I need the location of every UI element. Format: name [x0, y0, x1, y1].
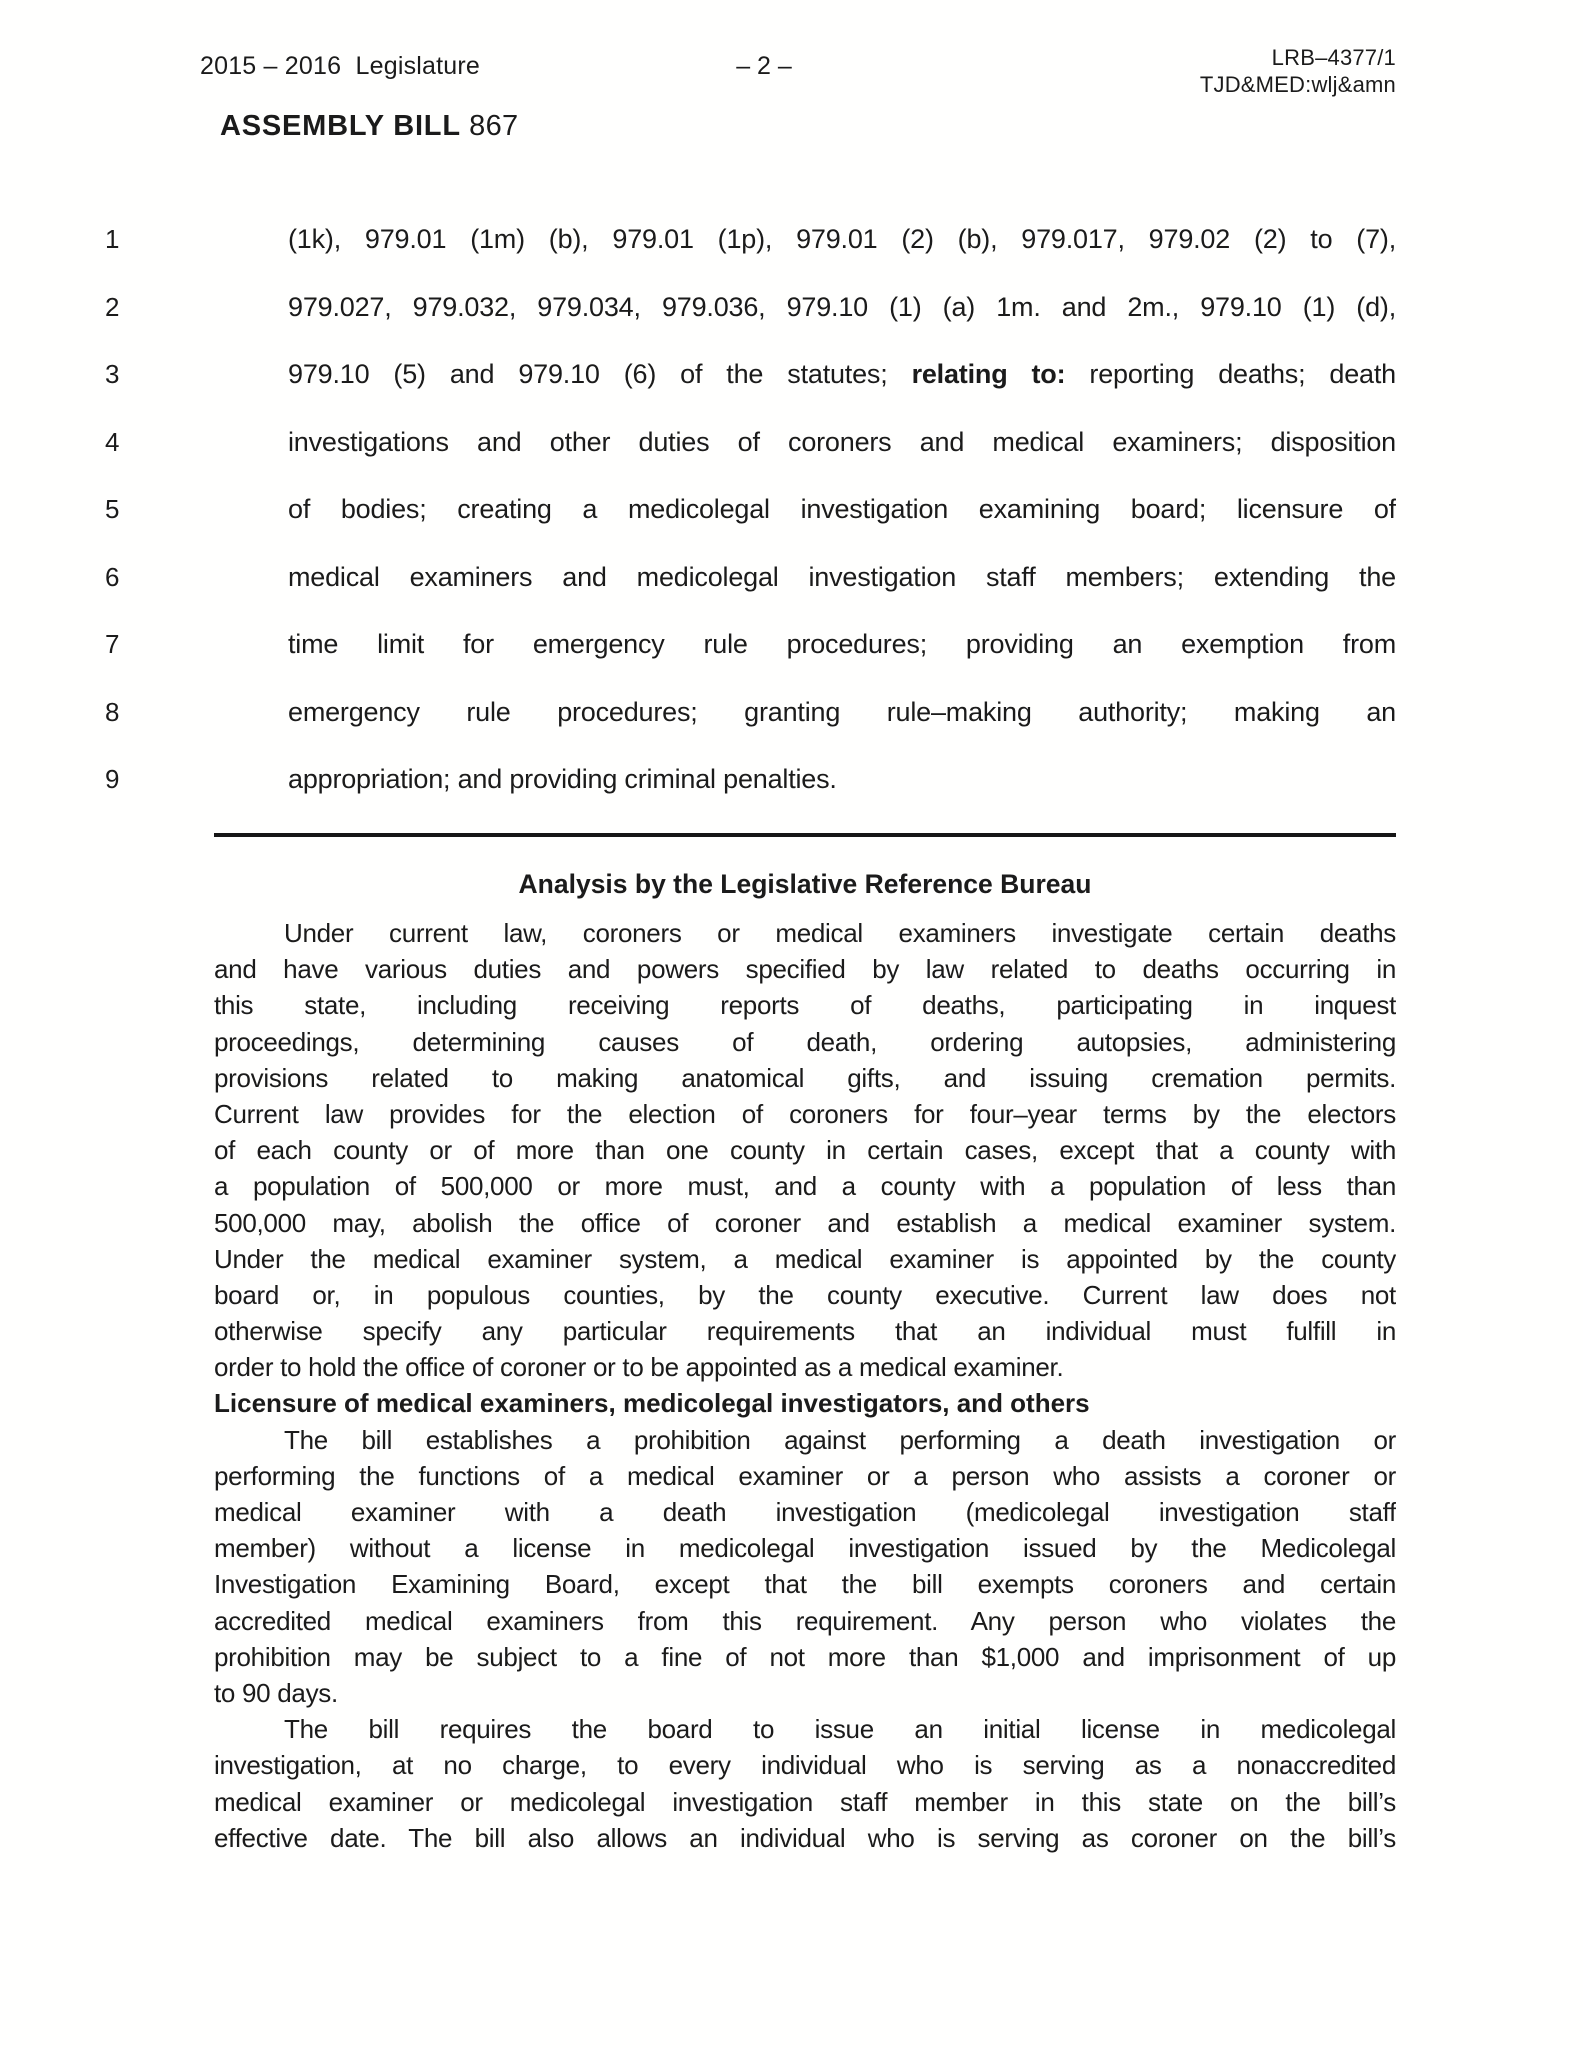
analysis-line: provisions related to making anatomical gifts, and issuing cremation permits.: [214, 1062, 1396, 1093]
line-number: 6: [105, 561, 120, 592]
line-number: 3: [105, 359, 120, 389]
analysis-line: this state, including receiving reports of deaths, participating in inquest: [214, 990, 1396, 1021]
bill-line-row: [105, 613, 1396, 681]
analysis-line: 500,000 may, abolish the office of coroner and establish a medical examiner system.: [214, 1207, 1396, 1238]
analysis-line: The bill establishes a prohibition against performing a death investigation or: [284, 1424, 1396, 1455]
line-number: 8: [105, 696, 120, 727]
bill-line-text: investigations and other duties of coroners and medical examiners; disposition: [288, 426, 1396, 457]
bill-line-row: [105, 276, 1396, 344]
analysis-line: Under current law, coroners or medical examiners investigate certain deaths: [284, 918, 1396, 948]
bill-line-row: [105, 411, 1396, 479]
numbered-bill-text: [105, 208, 1396, 816]
line-number: 7: [105, 629, 120, 659]
bill-line-row: [105, 681, 1396, 749]
analysis-line: medical examiner with a death investigation (medicolegal investigation staff: [214, 1497, 1396, 1527]
bill-line-text: 979.10 (5) and 979.10 (6) of the statutes; relating to: reporting deaths; death: [288, 359, 1396, 389]
analysis-line: and have various duties and powers specified by law related to deaths occurring in: [214, 954, 1396, 985]
lrb-number: LRB–4377/1: [1271, 45, 1396, 70]
analysis-line: investigation, at no charge, to every individual who is serving as a nonaccredited: [214, 1750, 1396, 1781]
analysis-line: accredited medical examiners from this requirement. Any person who violates the: [214, 1605, 1396, 1636]
analysis-line: The bill requires the board to issue an initial license in medicolegal: [284, 1714, 1396, 1745]
bill-line-row: [105, 208, 1396, 276]
separator-rule: [214, 833, 1396, 837]
analysis-line: otherwise specify any particular requirements that an individual must fulfill in: [214, 1316, 1396, 1347]
bill-line-row: [105, 343, 1396, 411]
line-number: 1: [105, 224, 120, 254]
bill-line-row: [105, 478, 1396, 546]
analysis-line: a population of 500,000 or more must, and a county with a population of less than: [214, 1171, 1396, 1202]
bill-line-text: time limit for emergency rule procedures; providing an exemption from: [288, 629, 1396, 659]
analysis-heading: Analysis by the Legislative Reference Bureau: [518, 869, 1092, 899]
relating-to-phrase: relating to:: [911, 359, 1066, 389]
analysis-line: to 90 days.: [214, 1677, 338, 1708]
page-number: – 2 –: [736, 52, 792, 80]
analysis-line: proceedings, determining causes of death, ordering autopsies, administering: [214, 1026, 1396, 1057]
analysis-line: performing the functions of a medical examiner or a person who assists a coroner or: [214, 1460, 1396, 1491]
line-number: 4: [105, 426, 120, 457]
bill-title-main: ASSEMBLY BILL: [220, 110, 461, 142]
bill-line-text: medical examiners and medicolegal investigation staff members; extending the: [288, 561, 1396, 592]
bill-line-text: emergency rule procedures; granting rule–making authority; making an: [288, 696, 1396, 727]
bill-title: [220, 110, 518, 143]
legislature-session-label: 2015 – 2016 Legislature: [200, 52, 481, 80]
analysis-line: board or, in populous counties, by the county executive. Current law does not: [214, 1279, 1396, 1310]
drafter-initials: TJD&MED:wlj&amn: [1199, 72, 1396, 97]
analysis-section: [214, 866, 1396, 1856]
bill-line-text: of bodies; creating a medicolegal investigation examining board; licensure of: [288, 494, 1396, 524]
analysis-line: Under the medical examiner system, a medical examiner is appointed by the county: [214, 1243, 1396, 1274]
line-number: 9: [105, 764, 120, 794]
bill-line-text: appropriation; and providing criminal penalties.: [288, 764, 837, 794]
analysis-line: Current law provides for the election of coroners for four–year terms by the electors: [214, 1098, 1396, 1129]
bill-line-text: (1k), 979.01 (1m) (b), 979.01 (1p), 979.01 (2) (b), 979.017, 979.02 (2) to (7),: [288, 224, 1396, 254]
analysis-line: of each county or of more than one county in certain cases, except that a county with: [214, 1135, 1396, 1166]
analysis-line: prohibition may be subject to a fine of not more than $1,000 and imprisonment of up: [214, 1641, 1396, 1672]
analysis-line: effective date. The bill also allows an individual who is serving as coroner on the bill’s: [214, 1822, 1396, 1853]
bill-line-text: 979.027, 979.032, 979.034, 979.036, 979.10 (1) (a) 1m. and 2m., 979.10 (1) (d),: [288, 291, 1396, 322]
analysis-line: member) without a license in medicolegal investigation issued by the Medicolegal: [214, 1533, 1396, 1564]
bill-line-row: [105, 546, 1396, 614]
line-number: 2: [105, 291, 120, 322]
analysis-body: [214, 915, 1396, 1856]
analysis-line: medical examiner or medicolegal investigation staff member in this state on the bill’s: [214, 1786, 1396, 1817]
line-number: 5: [105, 494, 120, 524]
analysis-line: order to hold the office of coroner or to be appointed as a medical examiner.: [214, 1352, 1064, 1383]
analysis-line: Investigation Examining Board, except that the bill exempts coroners and certain: [214, 1569, 1396, 1600]
analysis-subheading: Licensure of medical examiners, medicolegal investigators, and others: [214, 1388, 1090, 1419]
drafting-reference: [896, 44, 1396, 98]
bill-line-row: [105, 748, 1396, 816]
bill-title-number: 867: [469, 110, 519, 142]
